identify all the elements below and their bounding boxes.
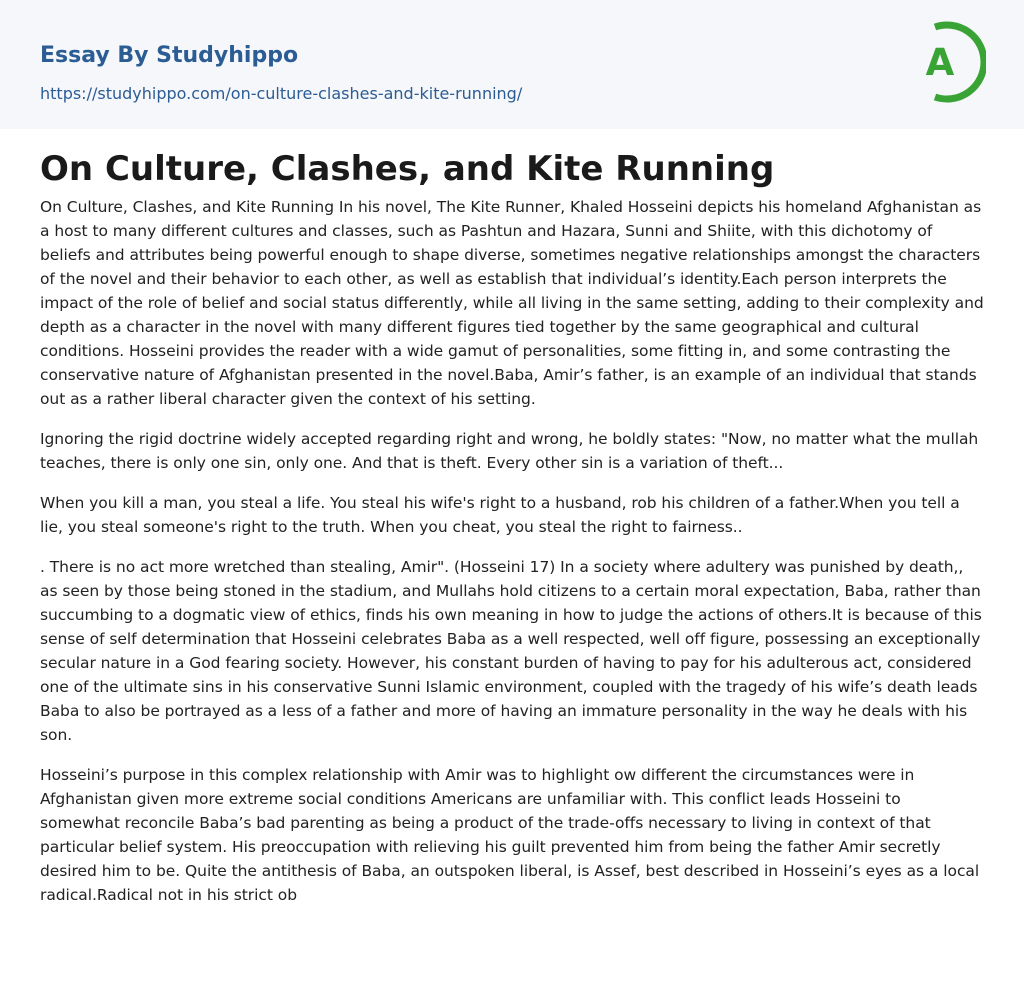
logo-letter: A: [925, 41, 955, 84]
source-url-link[interactable]: https://studyhippo.com/on-culture-clashes-and-kite-running/: [40, 84, 523, 103]
article-paragraph: When you kill a man, you steal a life. You steal his wife's right to a husband, rob his children of a father.When you tell a lie, you steal someone's right to the truth. When you cheat, you steal the right to fairness..: [40, 494, 960, 536]
article-paragraph: Hosseini’s purpose in this complex relationship with Amir was to highlight ow different the circumstances were in Afghanistan given more extreme social conditions Americans are unfamiliar with. This conflict leads Hosseini to somewhat reconcile Baba’s bad parenting as being a product of the trade-offs necessary to living in context of that particular belief system. His preoccupation with relieving his guilt prevented him from being the father Amir secretly desired him to be. Quite the antithesis of Baba, an outspoken liberal, is Assef, best described in Hosseini’s eyes as a local radical.Radical not in his strict ob: [40, 766, 980, 904]
article-title: On Culture, Clashes, and Kite Running: [40, 149, 775, 189]
brand-title: Essay By Studyhippo: [40, 43, 299, 68]
page-header: [0, 0, 1024, 129]
article-paragraph: On Culture, Clashes, and Kite Running In his novel, The Kite Runner, Khaled Hosseini depicts his homeland Afghanistan as a host to many different cultures and classes, such as Pashtun and Hazara, Sunni and Shiite, with this dichotomy of beliefs and attributes being powerful enough to shape diverse, sometimes negative relationships amongst the characters of the novel and their behavior to each other, as well as establish that individual’s identity.Each person interprets the impact of the role of belief and social status differently, while all living in the same setting, adding to their complexity and depth as a character in the novel with many different figures tied together by the same geographical and cultural conditions. Hosseini provides the reader with a wide gamut of personalities, some fitting in, and some contrasting the conservative nature of Afghanistan presented in the novel.Baba, Amir’s father, is an example of an individual that stands out as a rather liberal character given the context of his setting.: [40, 198, 984, 408]
article-paragraph: Ignoring the rigid doctrine widely accepted regarding right and wrong, he boldly states: "Now, no matter what the mullah teaches, there is only one sin, only one. And that is theft. Every other sin is a variation of theft...: [40, 430, 979, 472]
article-paragraph: . There is no act more wretched than stealing, Amir". (Hosseini 17) In a society where adultery was punished by death,, as seen by those being stoned in the stadium, and Mullahs hold citizens to a certain moral expectation, Baba, rather than succumbing to a dogmatic view of ethics, finds his own meaning in how to judge the actions of others.It is because of this sense of self determination that Hosseini celebrates Baba as a well respected, well off figure, possessing an exceptionally secular nature in a God fearing society. However, his constant burden of having to pay for his adulterous act, considered one of the ultimate sins in his conservative Sunni Islamic environment, coupled with the tragedy of his wife’s death leads Baba to also be portrayed as a less of a father and more of having an immature personality in the way he deals with his son.: [40, 558, 982, 744]
article: [0, 129, 1024, 907]
studyhippo-logo-icon[interactable]: [912, 20, 986, 104]
